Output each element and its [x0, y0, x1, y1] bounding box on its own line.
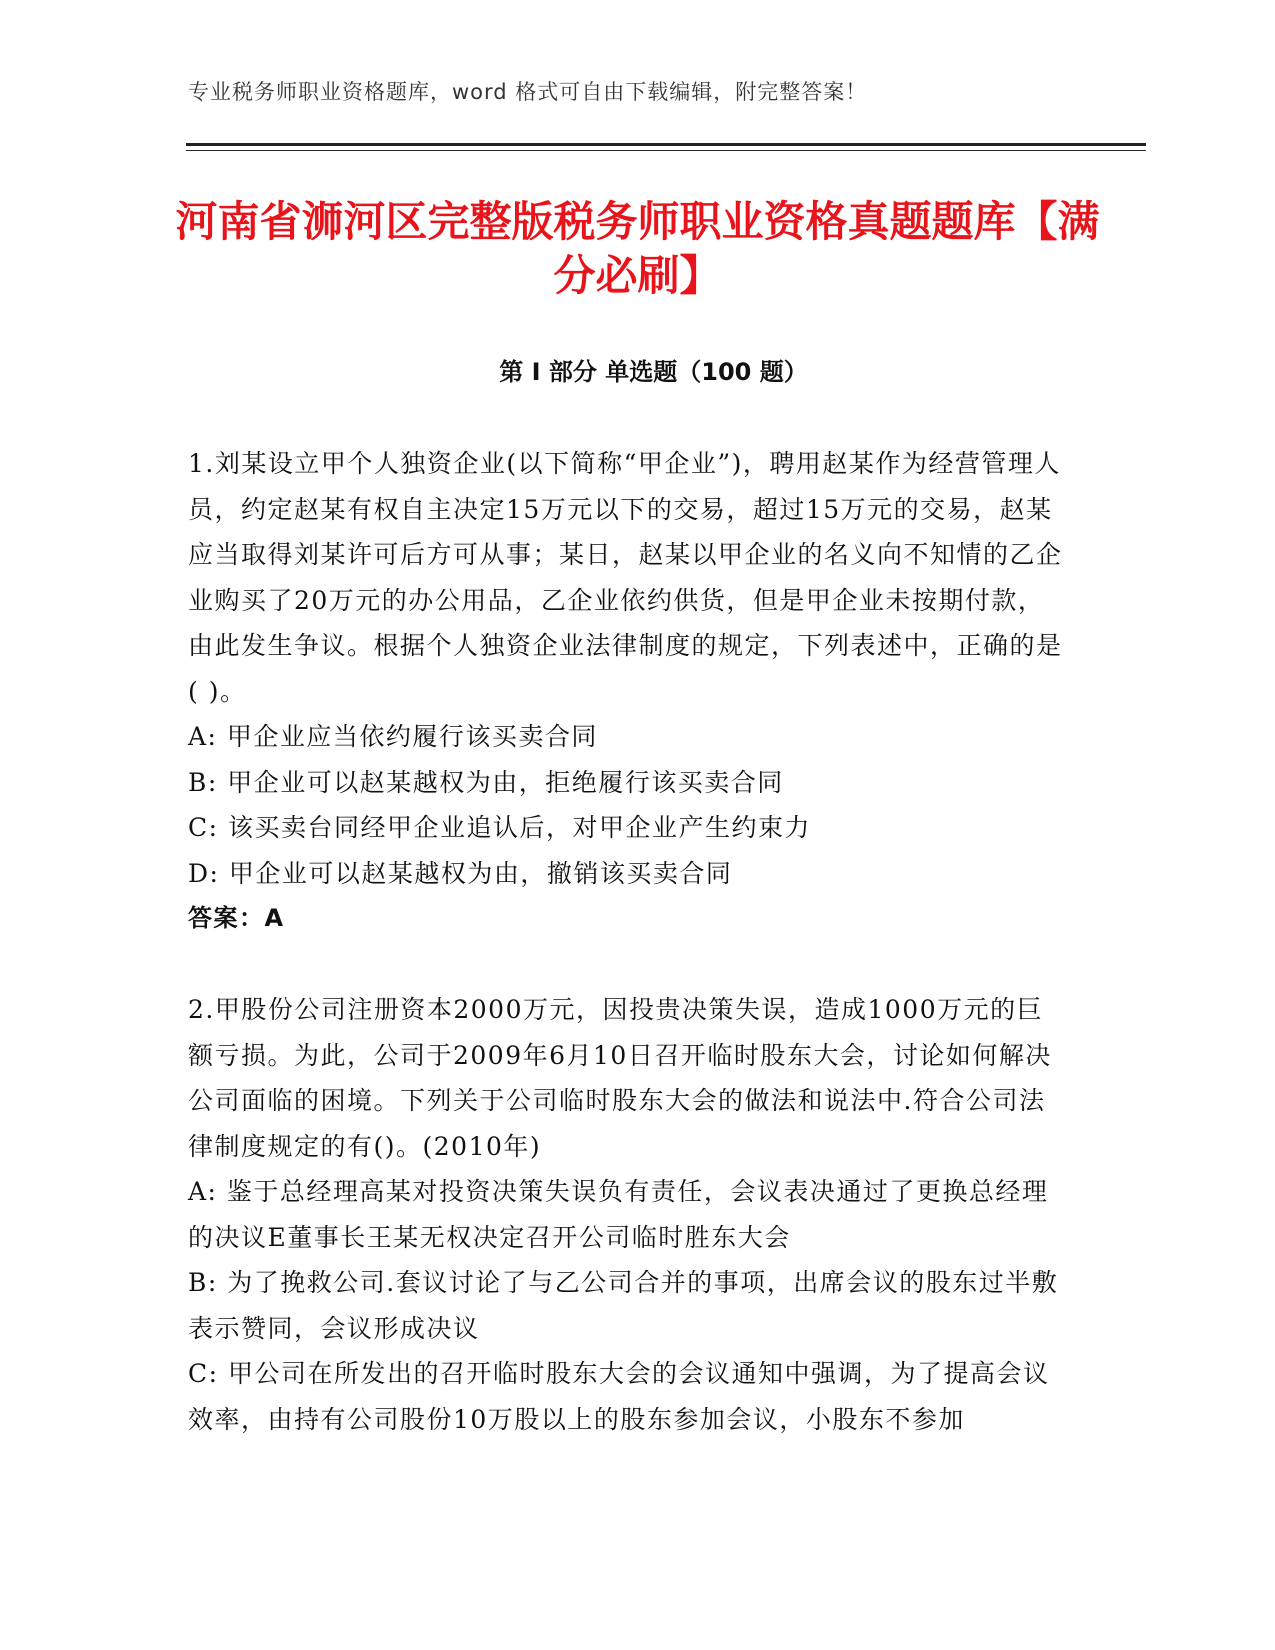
- header-rule-thin: [186, 150, 1146, 151]
- question-1: [188, 441, 1068, 942]
- option-d: D: 甲企业可以赵某越权为由，撤销该买卖合同: [188, 858, 733, 888]
- header-rule-thick: [186, 143, 1146, 146]
- header-note: 专业税务师职业资格题库，word 格式可自由下载编辑，附完整答案！: [188, 80, 868, 104]
- question-stem: 1.刘某设立甲个人独资企业(以下简称“甲企业”)，聘用赵某作为经营管理人员，约定赵某有权自主决定15万元以下的交易，超过15万元的交易，赵某应当取得刘某许可后方可从事；某日，赵某以甲企业的名义向不知情的乙企业购买了20万元的办公用品，乙企业依约供货，但是甲企业未按期付款，由此发生争议。根据个人独资企业法律制度的规定，下列表述中，正确的是( )。: [188, 449, 1063, 706]
- document-title: 河南省浉河区完整版税务师职业资格真题题库【满分必刷】: [175, 197, 1100, 300]
- option-c: C: 该买卖台同经甲企业追认后，对甲企业产生约束力: [188, 813, 812, 842]
- section-title: 第 I 部分 单选题（100 题）: [499, 358, 808, 386]
- question-2: [188, 987, 1068, 1442]
- option-a: A: 甲企业应当依约履行该买卖合同: [188, 722, 598, 751]
- option-c: C: 甲公司在所发出的召开临时股东大会的会议通知中强调，为了提高会议效率，由持有公司股份10万股以上的股东参加会议，小股东不参加: [188, 1359, 1050, 1434]
- question-stem: 2.甲股份公司注册资本2000万元，因投贵决策失误，造成1000万元的巨额亏损。为此，公司于2009年6月10日召开临时股东大会，讨论如何解决公司面临的困境。下列关于公司临时股东大会的做法和说法中.符合公司法律制度规定的有()。(2010年): [188, 995, 1052, 1161]
- answer: 答案：A: [188, 904, 285, 932]
- option-b: B: 为了挽救公司.套议讨论了与乙公司合并的事项，出席会议的股东过半敷表示赞同，会议形成决议: [188, 1268, 1059, 1343]
- option-a: A: 鉴于总经理高某对投资决策失误负有责任，会议表决通过了更换总经理的决议E董事长王某无权决定召开公司临时胜东大会: [188, 1177, 1049, 1252]
- option-b: B: 甲企业可以赵某越权为由，拒绝履行该买卖合同: [188, 767, 784, 797]
